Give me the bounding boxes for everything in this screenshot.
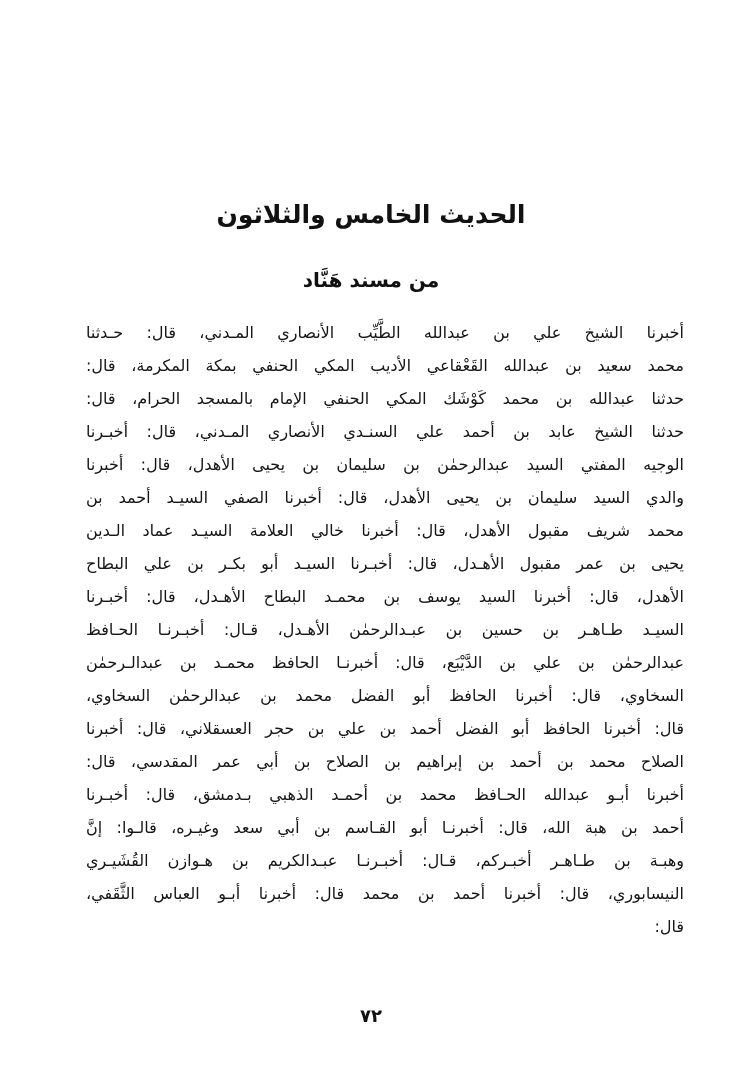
text-line: النيسابوري، قال: أخبرنا أحمد بن محمد قال: أخبرنا أبـو العباس الثَّقَفي، (86, 884, 684, 903)
text-line: محمد سعيد بن عبدالله القَعْقاعي الأديب المكي الحنفي بمكة المكرمة، قال: (86, 356, 684, 375)
hadith-text (86, 316, 684, 943)
text-line: الوجيه المفتي السيد عبدالرحمٰن بن سليمان بن يحيى الأهدل، قال: أخبرنا (86, 455, 684, 474)
text-line: وهبـة بن طـاهـر أخبـركم، قـال: أخبـرنـا عبـدالكريم بن هـوازن القُشَيـري (86, 851, 684, 870)
text-line: حدثنا عبدالله بن محمد كَوْشَك المكي الحنفي الإمام بالمسجد الحرام، قال: (86, 389, 684, 408)
text-line: الصلاح محمد بن أحمد بن إبراهيم بن الصلاح بن أبي عمر المقدسي، قال: (86, 752, 684, 771)
text-line: أحمد بن هبة الله، قال: أخبرنـا أبو القـاسم بن أبي سعد وغيـره، قالـوا: إنَّ (86, 818, 684, 837)
text-line: السيـد طـاهـر بن حسين بن عبـدالرحمٰن الأهـدل، قـال: أخبـرنـا الحـافظ (86, 620, 684, 639)
text-line: الأهدل، قال: أخبرنا السيد يوسف بن محمـد البطاح الأهـدل، قال: أخبـرنا (86, 587, 684, 606)
text-line: يحيى بن عمر مقبول الأهـدل، قال: أخبـرنا السيـد أبو بكـر بن علي البطاح (86, 554, 684, 573)
text-line: والدي السيد سليمان بن يحيى الأهدل، قال: أخبرنا الصفي السيـد أحمد بن (86, 488, 684, 507)
text-line: محمد شريف مقبول الأهدل، قال: أخبرنا خالي العلامة السيـد عماد الـدين (86, 521, 684, 540)
chapter-subtitle: من مسند هَنَّاد (302, 268, 440, 292)
text-line: قال: (654, 917, 684, 936)
text-line: قال: أخبرنا الحافظ أبو الفضل أحمد بن علي بن حجر العسقلاني، قال: أخبرنا (86, 719, 684, 738)
text-line: حدثنا الشيخ عابد بن أحمد علي السنـدي الأنصاري المـدني، قال: أخبـرنا (86, 422, 684, 441)
text-line: عبدالرحمٰن بن علي بن الدَّيْبَع، قال: أخبرنـا الحافظ محمـد بن عبدالـرحمٰن (86, 653, 684, 672)
page-number: ٧٢ (360, 1006, 382, 1027)
text-line: أخبرنا أبـو عبدالله الحـافظ محمد بن أحمـد الذهبي بـدمشق، قال: أخبـرنا (86, 785, 684, 804)
text-line: السخاوي، قال: أخبرنا الحافظ أبو الفضل محمد بن عبدالرحمٰن السخاوي، (86, 686, 684, 705)
text-line: أخبرنا الشيخ علي بن عبدالله الطَّيِّب الأنصاري المـدني، قال: حـدثنا (86, 323, 684, 342)
chapter-title: الحديث الخامس والثلاثون (216, 200, 526, 229)
